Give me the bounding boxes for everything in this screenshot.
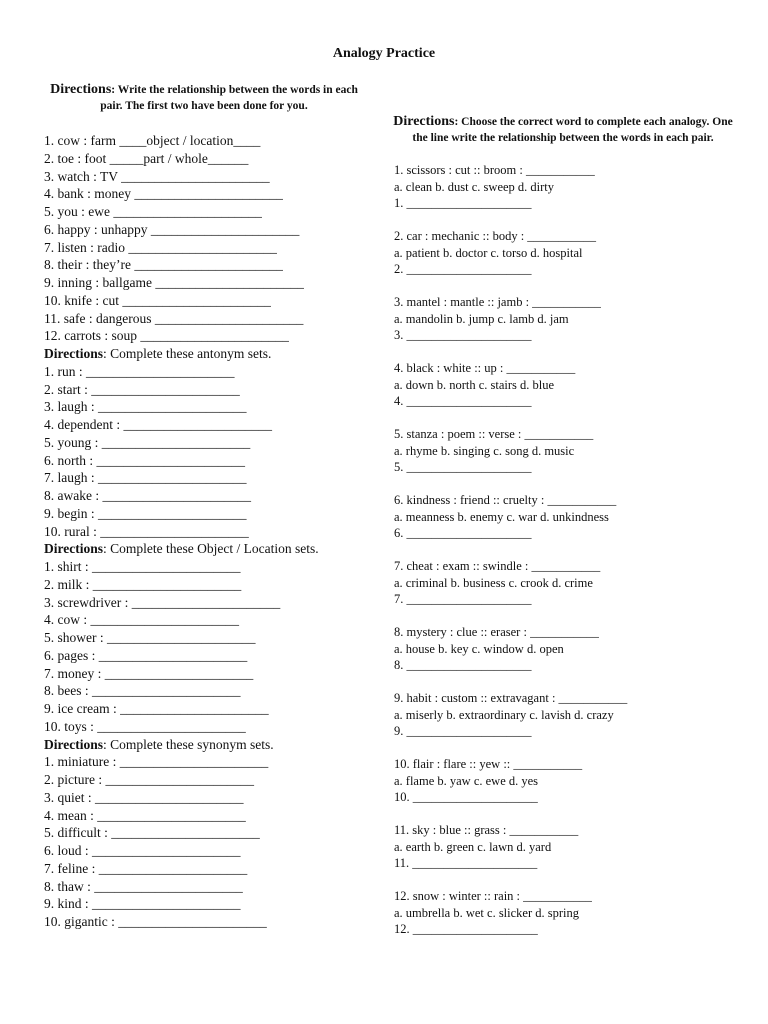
object-location-item: 2. milk : ______________________ bbox=[44, 576, 242, 592]
analogy-question bbox=[394, 756, 738, 806]
analogy-question bbox=[394, 426, 738, 476]
antonym-item: 10. rural : ______________________ bbox=[44, 523, 249, 539]
question-prompt: 2. car : mechanic :: body : ___________ bbox=[394, 229, 597, 243]
question-choices: a. meanness b. enemy c. war d. unkindness bbox=[394, 509, 609, 524]
antonym-item: 7. laugh : ______________________ bbox=[44, 470, 247, 486]
relationship-item: 6. happy : unhappy ______________________ bbox=[44, 221, 300, 237]
question-choices: a. rhyme b. singing c. song d. music bbox=[394, 443, 575, 458]
synonym-item: 8. thaw : ______________________ bbox=[44, 878, 243, 894]
directions-label: Directions bbox=[393, 114, 455, 129]
answer-line: 5. ____________________ bbox=[394, 460, 532, 474]
question-prompt: 11. sky : blue :: grass : ___________ bbox=[394, 823, 579, 837]
right-directions bbox=[390, 114, 736, 146]
answer-line: 3. ____________________ bbox=[394, 328, 532, 342]
question-choices: a. patient b. doctor c. torso d. hospital bbox=[394, 245, 583, 260]
antonym-item: 5. young : ______________________ bbox=[44, 434, 251, 450]
question-prompt: 6. kindness : friend :: cruelty : ___________ bbox=[394, 493, 617, 507]
answer-line: 1. ____________________ bbox=[394, 196, 532, 210]
analogy-question bbox=[394, 888, 738, 938]
directions-text: : Complete these synonym sets. bbox=[103, 736, 274, 752]
answer-line: 11. ____________________ bbox=[394, 856, 538, 870]
analogy-question bbox=[394, 558, 738, 608]
question-prompt: 9. habit : custom :: extravagant : ___________ bbox=[394, 691, 628, 705]
question-prompt: 1. scissors : cut :: broom : ___________ bbox=[394, 163, 595, 177]
synonym-item: 9. kind : ______________________ bbox=[44, 896, 241, 912]
object-location-directions bbox=[44, 540, 334, 558]
directions-text: : Choose the correct word to complete each analogy. One the line write the relationship between the words in each pair. bbox=[412, 116, 733, 144]
synonym-directions bbox=[44, 736, 374, 754]
analogy-question bbox=[394, 294, 738, 344]
analogy-question bbox=[394, 360, 738, 410]
object-location-item: 7. money : ______________________ bbox=[44, 665, 254, 681]
antonym-directions bbox=[44, 345, 374, 363]
synonym-item: 4. mean : ______________________ bbox=[44, 807, 246, 823]
question-choices: a. clean b. dust c. sweep d. dirty bbox=[394, 179, 555, 194]
directions-label: Directions bbox=[44, 541, 103, 557]
object-location-item: 6. pages : ______________________ bbox=[44, 647, 248, 663]
directions-label: Directions bbox=[44, 346, 103, 361]
directions-text: : Complete these antonym sets. bbox=[103, 346, 272, 361]
antonym-item: 2. start : ______________________ bbox=[44, 381, 240, 397]
relationship-list bbox=[44, 132, 374, 345]
analogy-question bbox=[394, 624, 738, 674]
analogy-question bbox=[394, 822, 738, 872]
answer-line: 6. ____________________ bbox=[394, 526, 532, 540]
directions-label: Directions bbox=[50, 82, 112, 97]
synonym-item: 5. difficult : ______________________ bbox=[44, 825, 260, 841]
question-prompt: 5. stanza : poem :: verse : ___________ bbox=[394, 427, 594, 441]
directions-text: : Complete these Object / Location sets. bbox=[103, 541, 319, 557]
relationship-item: 12. carrots : soup ______________________ bbox=[44, 328, 289, 344]
right-column bbox=[394, 162, 738, 954]
object-location-list bbox=[44, 558, 374, 736]
analogy-question bbox=[394, 690, 738, 740]
question-prompt: 7. cheat : exam :: swindle : ___________ bbox=[394, 559, 601, 573]
question-choices: a. miserly b. extraordinary c. lavish d. crazy bbox=[394, 707, 614, 722]
synonym-list bbox=[44, 753, 374, 931]
analogy-question bbox=[394, 228, 738, 278]
question-prompt: 3. mantel : mantle :: jamb : ___________ bbox=[394, 295, 601, 309]
synonym-item: 3. quiet : ______________________ bbox=[44, 789, 244, 805]
question-prompt: 10. flair : flare :: yew :: ___________ bbox=[394, 757, 583, 771]
answer-line: 8. ____________________ bbox=[394, 658, 532, 672]
question-choices: a. earth b. green c. lawn d. yard bbox=[394, 839, 552, 854]
relationship-item: 4. bank : money ______________________ bbox=[44, 186, 283, 202]
question-choices: a. down b. north c. stairs d. blue bbox=[394, 377, 555, 392]
synonym-item: 6. loud : ______________________ bbox=[44, 843, 241, 858]
answer-line: 2. ____________________ bbox=[394, 262, 532, 276]
antonym-item: 1. run : ______________________ bbox=[44, 363, 235, 379]
antonym-item: 9. begin : ______________________ bbox=[44, 505, 247, 521]
question-prompt: 8. mystery : clue :: eraser : ___________ bbox=[394, 625, 599, 639]
analogy-question bbox=[394, 162, 738, 212]
question-choices: a. house b. key c. window d. open bbox=[394, 641, 564, 656]
relationship-item: 11. safe : dangerous ______________________ bbox=[44, 310, 304, 326]
answer-line: 4. ____________________ bbox=[394, 394, 532, 408]
antonym-item: 8. awake : ______________________ bbox=[44, 488, 251, 503]
relationship-item: 1. cow : farm ____object / location____ bbox=[44, 133, 261, 148]
question-choices: a. flame b. yaw c. ewe d. yes bbox=[394, 773, 539, 788]
answer-line: 12. ____________________ bbox=[394, 922, 538, 936]
answer-line: 9. ____________________ bbox=[394, 724, 532, 738]
object-location-item: 9. ice cream : ______________________ bbox=[44, 701, 269, 716]
answer-line: 7. ____________________ bbox=[394, 592, 532, 606]
object-location-item: 4. cow : ______________________ bbox=[44, 612, 239, 628]
page-title: Analogy Practice bbox=[332, 46, 436, 61]
antonym-item: 3. laugh : ______________________ bbox=[44, 399, 247, 415]
directions-label: Directions bbox=[44, 736, 103, 752]
relationship-item: 9. inning : ballgame ______________________ bbox=[44, 275, 304, 290]
synonym-item: 7. feline : ______________________ bbox=[44, 860, 248, 876]
relationship-item: 10. knife : cut ______________________ bbox=[44, 292, 271, 308]
left-directions bbox=[44, 82, 364, 114]
relationship-item: 7. listen : radio ______________________ bbox=[44, 239, 277, 255]
question-choices: a. mandolin b. jump c. lamb d. jam bbox=[394, 311, 569, 326]
directions-text: : Write the relationship between the words in each pair. The first two have been done for you. bbox=[100, 84, 358, 112]
relationship-item: 3. watch : TV ______________________ bbox=[44, 168, 270, 184]
object-location-item: 3. screwdriver : ______________________ bbox=[44, 594, 281, 610]
question-prompt: 4. black : white :: up : ___________ bbox=[394, 361, 576, 375]
answer-line: 10. ____________________ bbox=[394, 790, 538, 804]
synonym-item: 2. picture : ______________________ bbox=[44, 772, 254, 787]
left-column bbox=[44, 132, 374, 931]
antonym-item: 6. north : ______________________ bbox=[44, 452, 245, 468]
antonym-item: 4. dependent : ______________________ bbox=[44, 417, 272, 432]
question-choices: a. criminal b. business c. crook d. crime bbox=[394, 575, 593, 590]
synonym-item: 10. gigantic : ______________________ bbox=[44, 914, 267, 929]
relationship-item: 8. their : they’re ______________________ bbox=[44, 257, 283, 273]
object-location-item: 10. toys : ______________________ bbox=[44, 718, 246, 734]
question-choices: a. umbrella b. wet c. slicker d. spring bbox=[394, 905, 580, 920]
object-location-item: 8. bees : ______________________ bbox=[44, 683, 241, 699]
object-location-item: 5. shower : ______________________ bbox=[44, 630, 256, 645]
question-prompt: 12. snow : winter :: rain : ___________ bbox=[394, 889, 592, 903]
object-location-item: 1. shirt : ______________________ bbox=[44, 559, 241, 574]
relationship-item: 2. toe : foot _____part / whole______ bbox=[44, 150, 249, 166]
analogy-question bbox=[394, 492, 738, 542]
synonym-item: 1. miniature : ______________________ bbox=[44, 754, 269, 770]
antonym-list bbox=[44, 363, 374, 541]
relationship-item: 5. you : ewe ______________________ bbox=[44, 204, 262, 219]
